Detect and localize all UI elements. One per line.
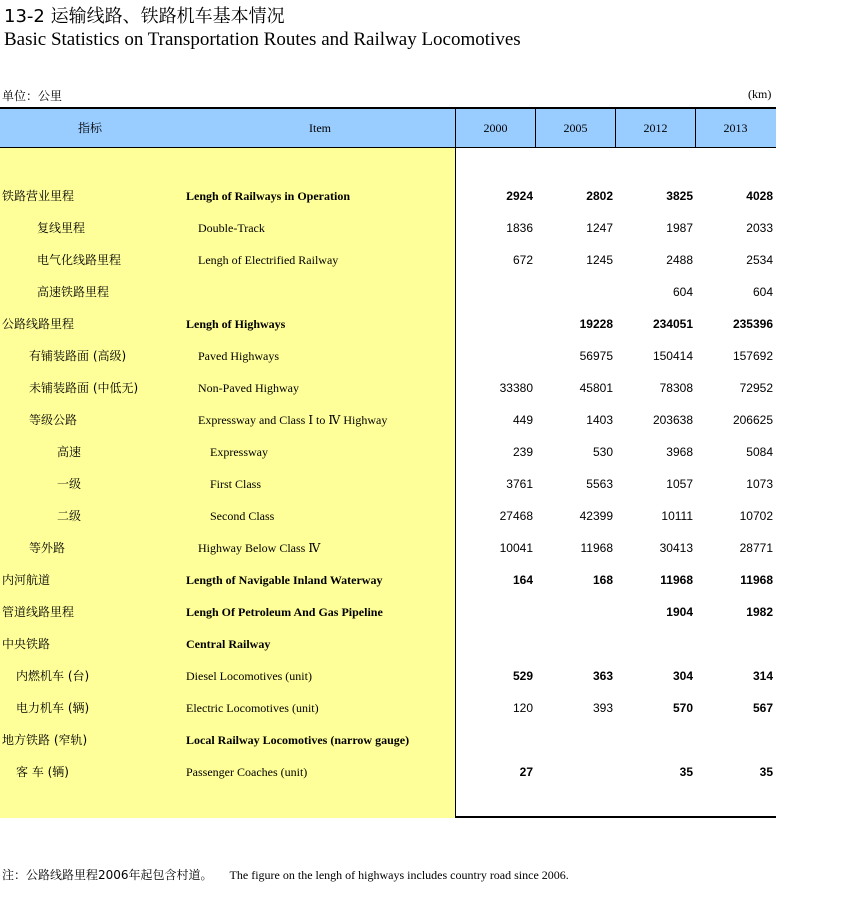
value-cell-2000: 33380 xyxy=(499,381,533,395)
value-cell-2013: 2534 xyxy=(746,253,773,267)
row-label-chinese: 内燃机车 (台) xyxy=(16,669,90,683)
table-row xyxy=(0,404,776,436)
table-row xyxy=(0,532,776,564)
header-year-2012: 2012 xyxy=(643,121,668,135)
row-label-chinese: 管道线路里程 xyxy=(2,605,75,619)
value-cell-2013: 2033 xyxy=(746,221,773,235)
header-year-2013: 2013 xyxy=(723,121,748,135)
row-label-english: Central Railway xyxy=(186,637,271,651)
value-cell-2013: 35 xyxy=(759,765,773,779)
row-label-chinese: 地方铁路 (窄轨) xyxy=(2,733,88,747)
table-row xyxy=(0,276,776,308)
value-cell-2013: 4028 xyxy=(746,189,773,203)
value-cell-2005: 363 xyxy=(592,669,613,683)
table-row xyxy=(0,244,776,276)
value-cell-2000: 239 xyxy=(512,445,533,459)
value-cell-2005: 530 xyxy=(592,445,613,459)
row-label-english: Local Railway Locomotives (narrow gauge) xyxy=(186,733,410,747)
row-label-chinese: 二级 xyxy=(57,509,82,523)
row-label-english: Passenger Coaches (unit) xyxy=(186,765,308,779)
table-row xyxy=(0,436,776,468)
row-label-chinese: 电气化线路里程 xyxy=(37,253,122,267)
footnote-english: The figure on the lengh of highways includes country road since 2006. xyxy=(229,868,569,882)
table-row xyxy=(0,500,776,532)
row-label-english: Diesel Locomotives (unit) xyxy=(186,669,312,683)
value-cell-2000: 529 xyxy=(512,669,533,683)
footnote-chinese: 注：公路线路里程2006年起包含村道。 xyxy=(2,868,213,882)
row-label-chinese: 电力机车 (辆) xyxy=(16,701,90,715)
row-label-chinese: 内河航道 xyxy=(2,573,51,587)
row-label-english: Lengh of Railways in Operation xyxy=(186,189,351,203)
table-header xyxy=(0,109,776,148)
value-cell-2013: 567 xyxy=(752,701,773,715)
row-label-english: Lengh of Electrified Railway xyxy=(198,253,339,267)
value-cell-2005: 168 xyxy=(592,573,613,587)
value-cell-2013: 10702 xyxy=(739,509,773,523)
value-cell-2000: 1836 xyxy=(506,221,533,235)
value-cell-2012: 604 xyxy=(672,285,693,299)
header-item-en: Item xyxy=(309,121,331,135)
row-label-english: Lengh of Highways xyxy=(186,317,286,331)
value-cell-2013: 157692 xyxy=(732,349,773,363)
value-cell-2000: 164 xyxy=(512,573,533,587)
value-cell-2000: 120 xyxy=(512,701,533,715)
footnote xyxy=(2,866,569,883)
row-label-chinese: 公路线路里程 xyxy=(2,317,75,331)
value-cell-2012: 78308 xyxy=(659,381,693,395)
row-label-english: Highway Below Class Ⅳ xyxy=(198,541,321,555)
value-cell-2012: 3825 xyxy=(666,189,693,203)
value-cell-2000: 3761 xyxy=(506,477,533,491)
row-label-chinese: 有铺装路面 (高级) xyxy=(29,349,127,363)
value-cell-2005: 2802 xyxy=(586,189,613,203)
value-cell-2012: 1987 xyxy=(666,221,693,235)
value-cell-2012: 1904 xyxy=(666,605,693,619)
table-row xyxy=(0,692,776,724)
value-cell-2005: 19228 xyxy=(579,317,613,331)
row-label-english: Double-Track xyxy=(198,221,265,235)
row-label-chinese: 客 车 (辆) xyxy=(16,765,69,779)
value-cell-2013: 11968 xyxy=(740,573,773,587)
value-cell-2000: 27468 xyxy=(499,509,533,523)
value-cell-2012: 30413 xyxy=(659,541,693,555)
value-cell-2012: 1057 xyxy=(666,477,693,491)
row-label-english: Second Class xyxy=(210,509,275,523)
value-cell-2000: 27 xyxy=(519,765,533,779)
value-cell-2000: 449 xyxy=(512,413,533,427)
row-label-chinese: 未铺装路面 (中低无) xyxy=(29,381,139,395)
page-title-chinese: 13-2 运输线路、铁路机车基本情况 xyxy=(4,6,285,27)
table-row xyxy=(0,340,776,372)
value-cell-2005: 42399 xyxy=(579,509,613,523)
row-label-chinese: 中央铁路 xyxy=(2,637,51,651)
value-cell-2000: 672 xyxy=(512,253,533,267)
value-cell-2012: 150414 xyxy=(652,349,693,363)
row-label-chinese: 等外路 xyxy=(29,541,66,555)
value-cell-2005: 393 xyxy=(592,701,613,715)
value-cell-2012: 3968 xyxy=(666,445,693,459)
value-cell-2013: 28771 xyxy=(739,541,773,555)
row-label-english: Length of Navigable Inland Waterway xyxy=(186,573,383,587)
header-year-2005: 2005 xyxy=(563,121,588,135)
value-cell-2012: 2488 xyxy=(666,253,693,267)
page-title-english: Basic Statistics on Transportation Routes and Railway Locomotives xyxy=(4,29,521,50)
value-cell-2013: 72952 xyxy=(739,381,773,395)
row-label-english: Electric Locomotives (unit) xyxy=(186,701,319,715)
table-row xyxy=(0,596,776,628)
value-cell-2013: 5084 xyxy=(746,445,773,459)
row-label-english: Expressway and Class Ⅰ to Ⅳ Highway xyxy=(198,413,388,427)
value-cell-2013: 206625 xyxy=(732,413,773,427)
value-cell-2012: 203638 xyxy=(652,413,693,427)
row-label-chinese: 铁路营业里程 xyxy=(2,189,75,203)
value-cell-2005: 56975 xyxy=(579,349,613,363)
table-row xyxy=(0,180,776,212)
value-cell-2013: 235396 xyxy=(732,317,773,331)
value-cell-2012: 11968 xyxy=(660,573,693,587)
statistics-table xyxy=(0,107,776,818)
row-label-english: First Class xyxy=(210,477,262,491)
row-label-english: Expressway xyxy=(210,445,268,459)
table-row xyxy=(0,372,776,404)
value-cell-2013: 604 xyxy=(752,285,773,299)
table-row xyxy=(0,468,776,500)
value-cell-2012: 570 xyxy=(672,701,693,715)
row-label-chinese: 高速铁路里程 xyxy=(37,285,110,299)
table-row xyxy=(0,564,776,596)
value-cell-2012: 234051 xyxy=(652,317,693,331)
unit-label-chinese: 单位：公里 xyxy=(2,89,63,103)
value-cell-2013: 314 xyxy=(752,669,773,683)
table-row xyxy=(0,628,776,660)
row-label-chinese: 高速 xyxy=(57,445,82,459)
table-row xyxy=(0,724,776,756)
value-cell-2005: 5563 xyxy=(586,477,613,491)
row-label-chinese: 复线里程 xyxy=(37,221,86,235)
value-cell-2000: 10041 xyxy=(499,541,533,555)
value-cell-2005: 1403 xyxy=(586,413,613,427)
table-row xyxy=(0,660,776,692)
row-label-english: Lengh Of Petroleum And Gas Pipeline xyxy=(186,605,383,619)
value-cell-2005: 1247 xyxy=(586,221,613,235)
table-row xyxy=(0,756,776,788)
row-label-english: Non-Paved Highway xyxy=(198,381,299,395)
header-year-2000: 2000 xyxy=(483,121,508,135)
unit-label-english: (km) xyxy=(748,87,772,101)
table-row xyxy=(0,308,776,340)
value-cell-2005: 45801 xyxy=(579,381,613,395)
value-cell-2005: 1245 xyxy=(586,253,613,267)
value-cell-2013: 1982 xyxy=(746,605,773,619)
value-cell-2012: 35 xyxy=(679,765,693,779)
value-cell-2005: 11968 xyxy=(580,541,613,555)
row-label-english: Paved Highways xyxy=(198,349,279,363)
row-label-chinese: 等级公路 xyxy=(29,413,78,427)
value-cell-2012: 304 xyxy=(672,669,693,683)
value-cell-2000: 2924 xyxy=(506,189,533,203)
value-cell-2012: 10111 xyxy=(661,509,693,523)
value-cell-2013: 1073 xyxy=(746,477,773,491)
row-label-chinese: 一级 xyxy=(57,477,82,491)
table-row xyxy=(0,212,776,244)
header-indicator-cn: 指标 xyxy=(77,121,102,135)
